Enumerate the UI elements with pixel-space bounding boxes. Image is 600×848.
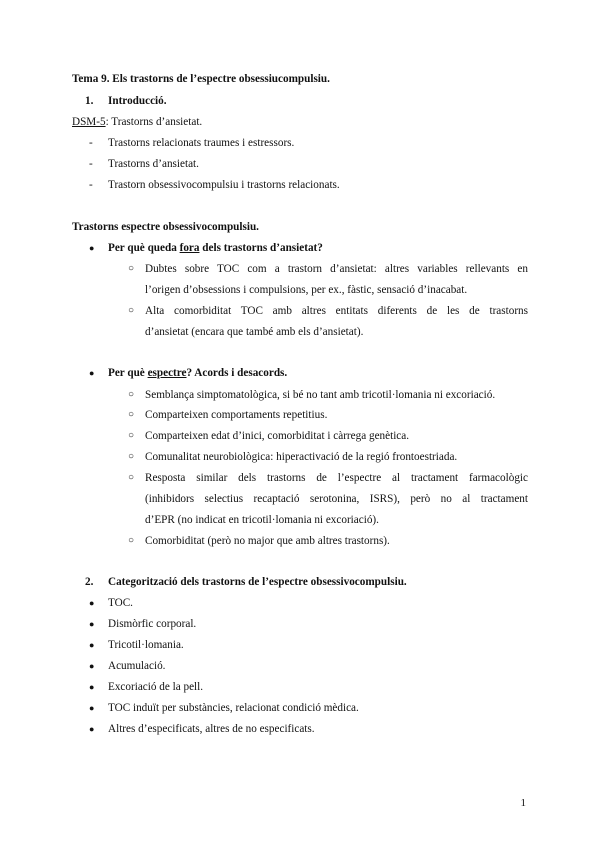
question-2-post: ? Acords i desacords. [186,367,288,379]
dash-marker: - [89,179,93,191]
circle-bullet-icon: ○ [128,535,135,546]
section-1-number: 1. [85,95,94,107]
sub-item-line: Alta comorbiditat TOC amb altres entitats diferents de les de trastorns [145,305,528,317]
dash-marker: - [89,137,93,149]
sub-item-line: Comorbiditat (però no major que amb altres trastorns). [145,535,390,547]
dsm-label: DSM-5 [72,116,106,128]
dash-marker: - [89,158,93,170]
bullet-icon: ● [89,243,95,253]
section-2-number: 2. [85,576,94,588]
bullet-icon: ● [89,640,95,650]
document-title: Tema 9. Els trastorns de l’espectre obsessiucompulsiu. [72,73,330,85]
list-item: Trastorns d’ansietat. [108,158,199,170]
subheading: Trastorns espectre obsessivocompulsiu. [72,221,259,233]
question-1-post: dels trastorns d’ansietat? [199,242,323,254]
bullet-icon: ● [89,598,95,608]
dsm-text: : Trastorns d’ansietat. [105,116,203,128]
sub-item-line: Comparteixen edat d’inici, comorbiditat i càrrega genètica. [145,430,410,442]
sub-item-line: Comparteixen comportaments repetitius. [145,409,328,421]
list-item: Tricotil·lomania. [108,639,184,651]
circle-bullet-icon: ○ [128,389,135,400]
list-item: Altres d’especificats, altres de no especificats. [108,723,315,735]
sub-item-line: Semblança simptomatològica, si bé no tant amb tricotil·lomania ni excoriació. [145,389,496,401]
bullet-icon: ● [89,682,95,692]
section-2-heading: Categorització dels trastorns de l’espectre obsessivocompulsiu. [108,576,407,588]
circle-bullet-icon: ○ [128,263,135,274]
page-number: 1 [520,797,526,809]
dsm-line [72,116,202,128]
list-item: Excoriació de la pell. [108,681,204,693]
question-2-pre: Per què [108,367,148,379]
sub-item-line: (inhibidors selectius recaptació serotonina, ISRS), però no al tractament [145,493,528,505]
sub-item-line: Comunalitat neurobiològica: hiperactivació de la regió frontoestriada. [145,451,458,463]
circle-bullet-icon: ○ [128,409,135,420]
list-item: Acumulació. [108,660,166,672]
bullet-icon: ● [89,724,95,734]
circle-bullet-icon: ○ [128,305,135,316]
question-2-underlined: espectre [147,367,187,379]
section-1-heading: Introducció. [108,95,167,107]
sub-item-line: Dubtes sobre TOC com a trastorn d’ansietat: altres variables rellevants en [145,263,528,275]
circle-bullet-icon: ○ [128,451,135,462]
circle-bullet-icon: ○ [128,430,135,441]
list-item: TOC. [108,597,133,609]
list-item: Dismòrfic corporal. [108,618,197,630]
sub-item-line: d’ansietat (encara que també amb els d’ansietat). [145,326,364,338]
sub-item-line: Resposta similar dels trastorns de l’espectre al tractament farmacològic [145,472,528,484]
circle-bullet-icon: ○ [128,472,135,483]
bullet-icon: ● [89,703,95,713]
bullet-icon: ● [89,661,95,671]
bullet-icon: ● [89,619,95,629]
list-item: TOC induït per substàncies, relacionat condició mèdica. [108,702,359,714]
sub-item-line: d’EPR (no indicat en tricotil·lomania ni excoriació). [145,514,379,526]
list-item: Trastorn obsessivocompulsiu i trastorns relacionats. [108,179,340,191]
sub-item-line: l’origen d’obsessions i compulsions, per ex., fàstic, sensació d’inacabat. [145,284,468,296]
bullet-icon: ● [89,368,95,378]
list-item: Trastorns relacionats traumes i estressors. [108,137,295,149]
question-2 [108,367,287,379]
question-1-pre: Per què queda [108,242,180,254]
question-1 [108,242,323,254]
question-1-underlined: fora [179,242,200,254]
